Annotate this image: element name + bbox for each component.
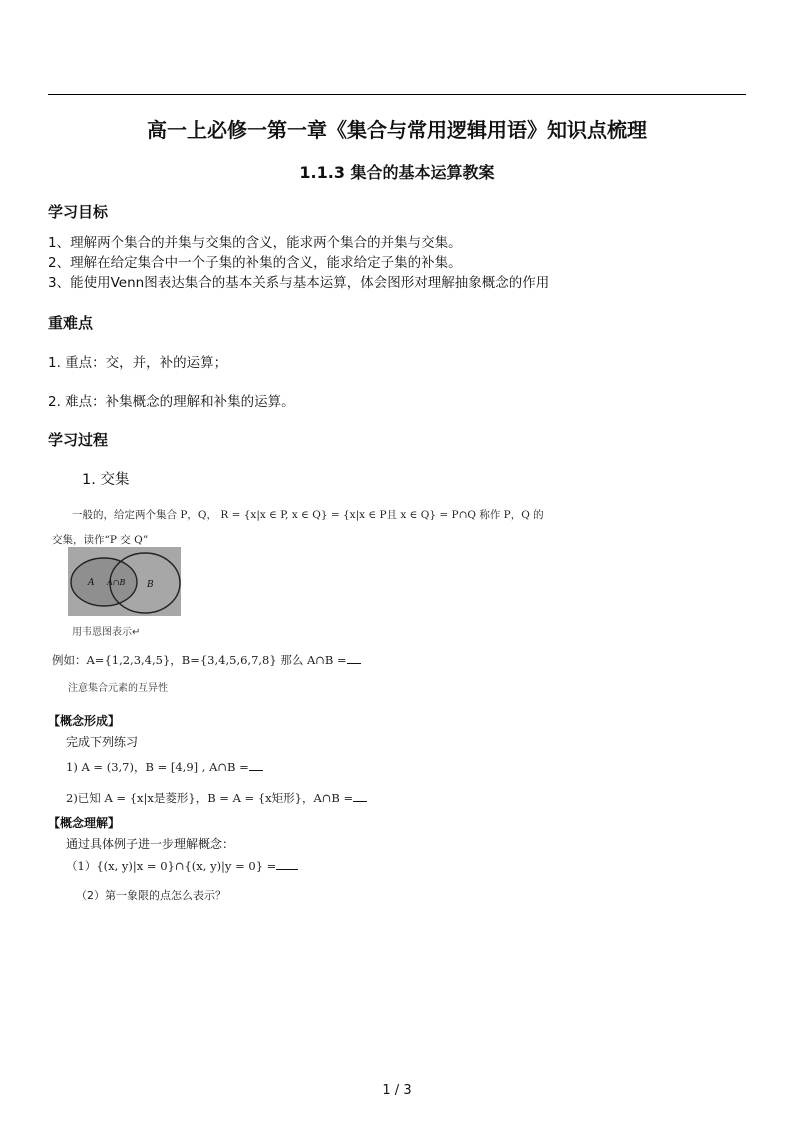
- keypoint-item: 1. 重点：交，并，补的运算；: [48, 355, 228, 371]
- question-1-text: （1）{(x, y)|x = 0}∩{(x, y)|y = 0} =: [66, 859, 277, 873]
- goal-item: 2、理解在给定集合中一个子集的补集的含义，能求给定子集的补集。: [48, 255, 462, 271]
- definition-line: 一般的，给定两个集合 P，Q， R = {x|x ∈ P, x ∈ Q} = {x|x ∈ P且 x ∈ Q} = P∩Q 称作 P，Q 的: [72, 509, 544, 521]
- goals-heading: 学习目标: [48, 203, 109, 221]
- venn-label-intersection: A∩B: [107, 578, 126, 587]
- example-line: [52, 652, 361, 668]
- exercise-1: [66, 759, 263, 775]
- concept-formation-intro: 完成下列练习: [66, 735, 139, 749]
- note-text: 注意集合元素的互异性: [68, 683, 168, 694]
- venn-label-b: B: [147, 580, 154, 590]
- keypoint-item: 2. 难点：补集概念的理解和补集的运算。: [48, 394, 295, 410]
- answer-blank: [249, 760, 263, 771]
- venn-caption: 用韦恩图表示↵: [72, 627, 141, 638]
- definition-line-2: 交集，读作“P 交 Q”: [52, 534, 149, 546]
- page-number: 1 / 3: [382, 1083, 412, 1098]
- question-2: （2）第一象限的点怎么表示？: [76, 889, 226, 902]
- exercise-2-text: 2)已知 A = {x|x是菱形}，B = A = {x矩形}，A∩B =: [66, 791, 354, 805]
- page-subtitle: 1.1.3 集合的基本运算教案: [299, 163, 495, 182]
- concept-formation-heading: 【概念形成】: [48, 714, 121, 728]
- goal-item: 3、能使用Venn图表达集合的基本关系与基本运算，体会图形对理解抽象概念的作用: [48, 275, 550, 291]
- section-intersection: 1. 交集: [82, 472, 130, 488]
- goal-item: 1、理解两个集合的并集与交集的含义，能求两个集合的并集与交集。: [48, 235, 462, 251]
- concept-understanding-heading: 【概念理解】: [48, 816, 121, 830]
- venn-label-a: A: [88, 578, 95, 588]
- exercise-1-text: 1) A = (3,7)，B = [4,9] , A∩B =: [66, 760, 249, 774]
- answer-blank: [276, 859, 298, 870]
- example-text: 例如：A={1,2,3,4,5}，B={3,4,5,6,7,8} 那么 A∩B =: [52, 653, 347, 667]
- answer-blank: [353, 791, 367, 802]
- exercise-2: [66, 790, 367, 806]
- keypoints-heading: 重难点: [48, 314, 94, 332]
- venn-diagram: [68, 547, 181, 616]
- page-title: 高一上必修一第一章《集合与常用逻辑用语》知识点梳理: [147, 118, 647, 142]
- answer-blank: [347, 653, 361, 664]
- header-rule: [48, 94, 746, 95]
- concept-understanding-intro: 通过具体例子进一步理解概念：: [66, 837, 235, 851]
- question-1: [66, 858, 298, 874]
- process-heading: 学习过程: [48, 431, 109, 449]
